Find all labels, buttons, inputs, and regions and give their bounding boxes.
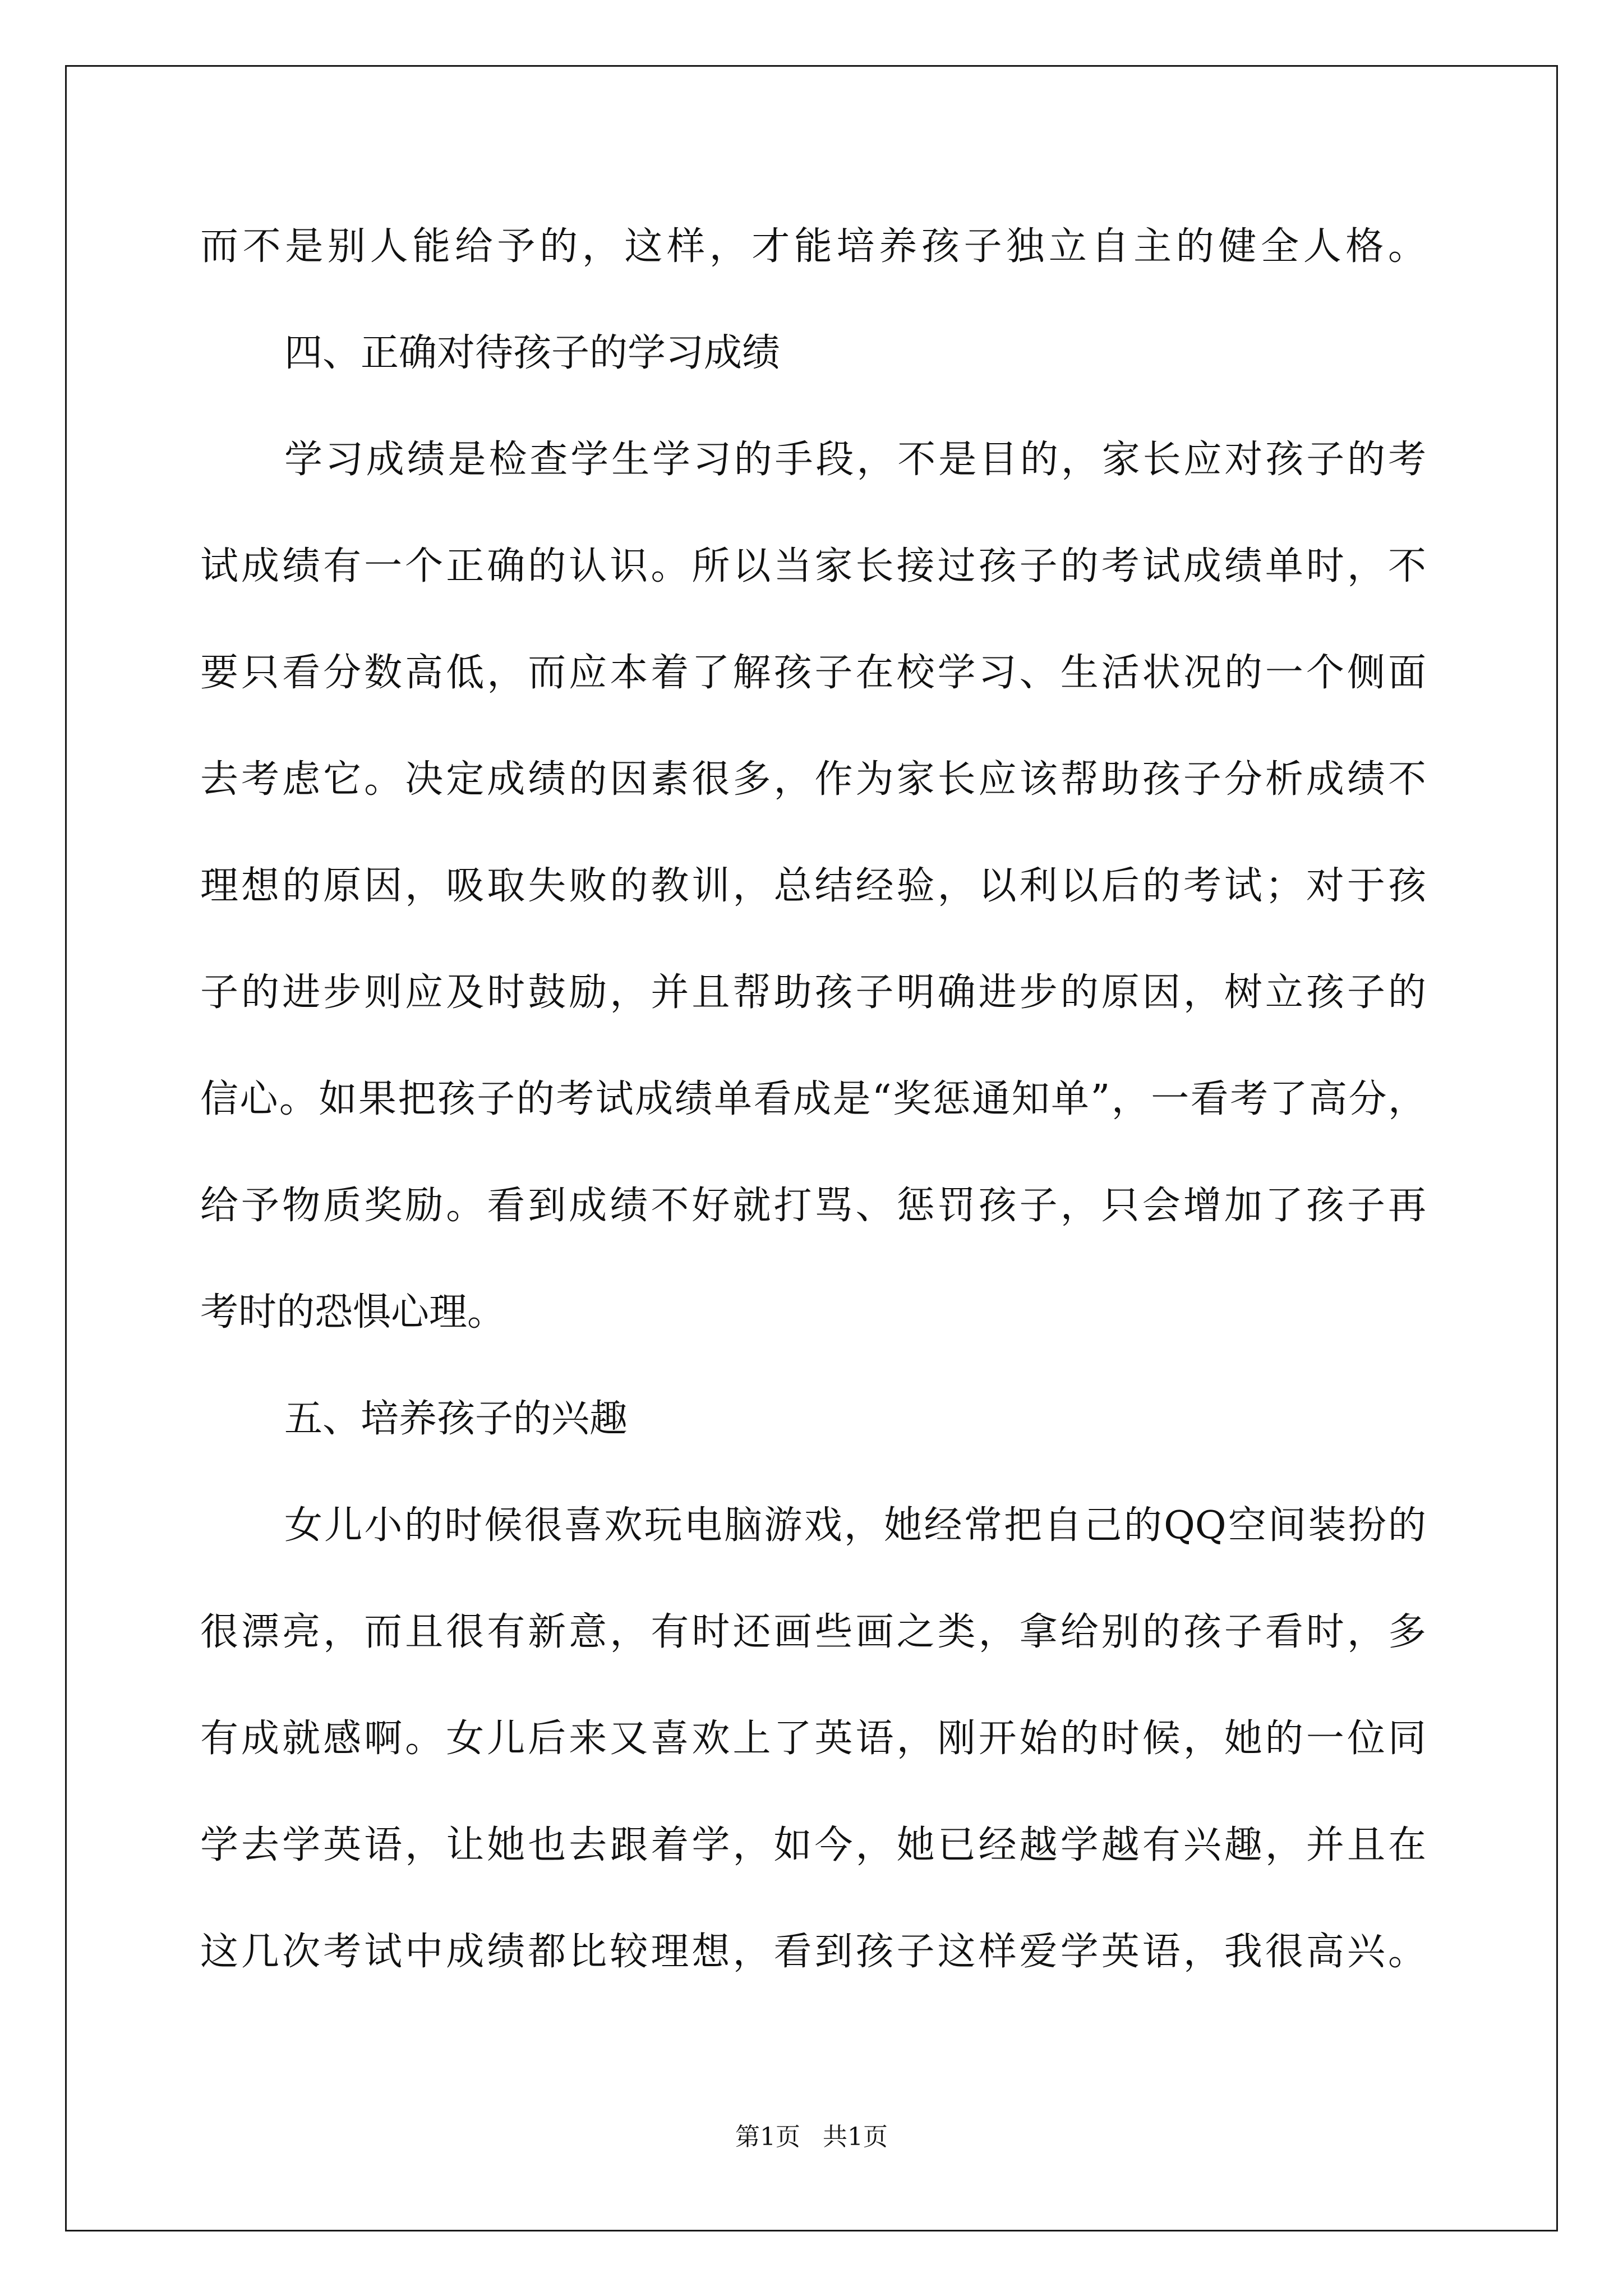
paragraph-line: 女儿小的时候很喜欢玩电脑游戏，她经常把自己的QQ空间装扮的 bbox=[284, 1503, 1426, 1548]
section-heading: 四、正确对待孩子的学习成绩 bbox=[284, 331, 781, 375]
page-number: 第1页 bbox=[735, 2123, 800, 2151]
paragraph-line: 这几次考试中成绩都比较理想，看到孩子这样爱学英语，我很高兴。 bbox=[200, 1930, 1426, 1974]
paragraph-line: 很漂亮，而且很有新意，有时还画些画之类，拿给别的孩子看时，多 bbox=[200, 1610, 1426, 1654]
paragraph-line: 考时的恐惧心理。 bbox=[200, 1290, 506, 1335]
page-border bbox=[65, 65, 1558, 2231]
paragraph-line: 而不是别人能给予的，这样，才能培养孩子独立自主的健全人格。 bbox=[200, 224, 1426, 269]
paragraph-line: 子的进步则应及时鼓励，并且帮助孩子明确进步的原因，树立孩子的 bbox=[200, 970, 1426, 1015]
paragraph-line: 给予物质奖励。看到成绩不好就打骂、惩罚孩子，只会增加了孩子再 bbox=[200, 1184, 1426, 1228]
paragraph-line: 去考虑它。决定成绩的因素很多，作为家长应该帮助孩子分析成绩不 bbox=[200, 757, 1426, 802]
paragraph-line: 要只看分数高低，而应本着了解孩子在校学习、生活状况的一个侧面 bbox=[200, 651, 1426, 695]
page-total: 共1页 bbox=[823, 2123, 888, 2151]
paragraph-line: 理想的原因，吸取失败的教训，总结经验，以利以后的考试；对于孩 bbox=[200, 864, 1426, 908]
section-heading: 五、培养孩子的兴趣 bbox=[284, 1397, 628, 1441]
paragraph-line: 信心。如果把孩子的考试成绩单看成是“奖惩通知单”，一看考了高分， bbox=[200, 1077, 1426, 1121]
page-footer bbox=[0, 2120, 1623, 2154]
paragraph-line: 有成就感啊。女儿后来又喜欢上了英语，刚开始的时候，她的一位同 bbox=[200, 1717, 1426, 1761]
paragraph-line: 学去学英语，让她也去跟着学，如今，她已经越学越有兴趣，并且在 bbox=[200, 1823, 1426, 1867]
paragraph-line: 试成绩有一个正确的认识。所以当家长接过孩子的考试成绩单时，不 bbox=[200, 544, 1426, 588]
paragraph-line: 学习成绩是检查学生学习的手段，不是目的，家长应对孩子的考 bbox=[284, 438, 1426, 482]
